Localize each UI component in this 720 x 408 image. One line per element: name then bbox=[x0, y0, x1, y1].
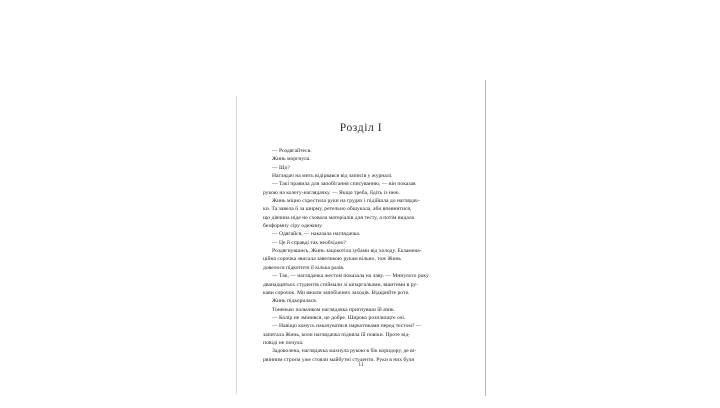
paragraph: рукою на колегу-наглядачку. — Якщо треба, йдіть із нею. bbox=[263, 189, 400, 196]
paragraph: Задоволена, наглядачка махнула рукою в бік коридору, де ві- bbox=[272, 348, 417, 355]
paragraph: — Колір не змінився, це добре. Широко розплющте очі. bbox=[272, 314, 406, 321]
paragraph: — Одягайся, — наказала наглядачка. bbox=[272, 231, 361, 238]
paragraph: ційна сорочка звисала завеликою рукам вільно, тож Жинь bbox=[263, 256, 401, 263]
page-left-edge bbox=[236, 96, 237, 394]
paragraph: Жинь підкорилася. bbox=[272, 298, 318, 305]
paragraph: — Роздягайтеся. bbox=[272, 148, 312, 154]
body-text bbox=[263, 147, 442, 364]
page-number: 11 bbox=[358, 362, 364, 368]
paragraph: запитала Жинь, коли наглядачка підняла їй повіки. Проте від- bbox=[263, 331, 411, 338]
paragraph: Жинь моргнула. bbox=[272, 156, 311, 163]
paragraph: Роздягнувшись, Жинь зацокотіла зубами від холоду. Екзамена- bbox=[272, 248, 422, 255]
paragraph: ки. Та завела її за ширму, ретельно обшукала, аби впевнитися, bbox=[263, 206, 412, 213]
paragraph: — Такі правила для запобігання списуванню, — він показав bbox=[272, 181, 416, 188]
paragraph: Жинь міцно схрестила руки на грудях і підійшла до наглядач- bbox=[272, 198, 420, 205]
paragraph: — Навіщо комусь накачуватися наркотиками перед тестом? — bbox=[272, 323, 422, 330]
paragraph: безформну сіру одежину. bbox=[263, 223, 323, 230]
paragraph: що дівчина ніде не сховала матеріалів для тесту, а потім видала bbox=[263, 214, 415, 221]
paragraph: довелося підкотити її кілька разів. bbox=[263, 264, 345, 271]
chapter-title: Розділ I bbox=[339, 122, 383, 134]
paragraph: Тоненько пальчиком наглядачка пригнувши їй язик. bbox=[272, 306, 396, 313]
paragraph: повіді не почула. bbox=[263, 339, 304, 346]
paragraph: — Що? bbox=[272, 164, 290, 171]
paragraph: рвінним строєм уже стояли майбутні студенти. Руки в них були bbox=[263, 356, 415, 363]
paragraph: — Так, — наглядачка жестом показала на лаву. — Минулого року bbox=[272, 273, 429, 280]
paragraph: кави сорочок. Ми вжили запобіжних заходів. Відкрийте рота. bbox=[263, 289, 410, 296]
paragraph: дванадцятьох студентів спіймали зі шпаргалками, вшитими в ру- bbox=[263, 281, 419, 288]
paragraph: Наглядач на мить відірвався від записів у журналі. bbox=[272, 173, 393, 180]
paragraph: — Це й справді так необхідно? bbox=[272, 239, 346, 246]
